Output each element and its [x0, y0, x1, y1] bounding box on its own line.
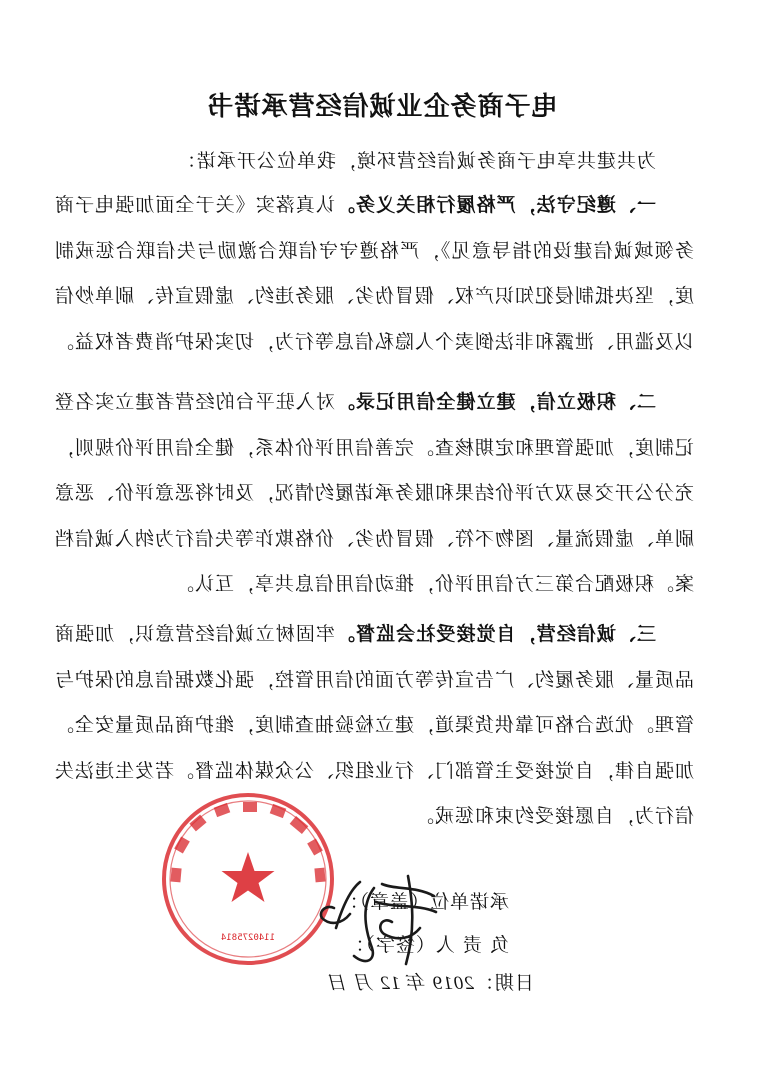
section-three-heading: 三、诚信经营，自觉接受社会监督。	[334, 623, 656, 645]
section-one-heading: 一、遵纪守法，严格履行相关义务。	[334, 194, 656, 216]
page-title: 电子商务企业诚信经营承诺书	[206, 92, 558, 122]
section-two-body: 对入驻平台的经营者建立实名登记制度，加强管理和定期核查。完善信用评价体系，健全信用评价规则，充分公开交易双方评价结果和服务承诺履约情况，及时将恶意评价、恶意刷单、虚假流量、图物不符、假冒伪劣、价格欺诈等失信行为纳入诚信档案。积极配合第三方信用评价，推动信用信息共享，互认。	[53, 391, 694, 596]
date-label: 日期：	[473, 972, 534, 994]
section-two-heading: 二、积极立信，建立健全信用记录。	[334, 391, 656, 413]
company-seal-icon	[159, 790, 337, 968]
section-three	[54, 612, 694, 840]
section-three-body: 牢固树立诚信经营意识，加强商品质量、服务履约、广告宣传等方面的信用管控，强化数据信息的保护与管理。优选合格可靠供货渠道，建立检验抽查制度，维护商品质量安全。加强自律，自觉接受主管部门、行业组织、公众媒体监督。若发生违法失信行为，自愿接受约束和惩戒。	[53, 623, 694, 828]
date-value: 2019 年 12 月 日	[327, 973, 474, 994]
intro-line: 为共建共享电子商务诚信经营环境，我单位公开承诺：	[175, 150, 656, 172]
handwritten-signature-icon	[316, 868, 446, 978]
section-one-body: 认真落实《关于全面加强电子商务领域诚信建设的指导意见》，严格遵守守信联合激励与失信联合惩戒制度，坚决抵制侵犯知识产权、假冒伪劣、服务违约、虚假宣传、刷单炒信以及滥用、泄露和非法倒卖个人隐私信息等行为，切实保护消费者权益。	[53, 194, 694, 353]
unit-seal-label: 承诺单位（盖章）：	[338, 891, 509, 913]
section-two	[54, 380, 694, 608]
section-one	[54, 183, 694, 365]
seal-serial: 1140275814	[220, 933, 276, 943]
responsible-person-label: 负 责 人（签字）：	[344, 934, 509, 956]
